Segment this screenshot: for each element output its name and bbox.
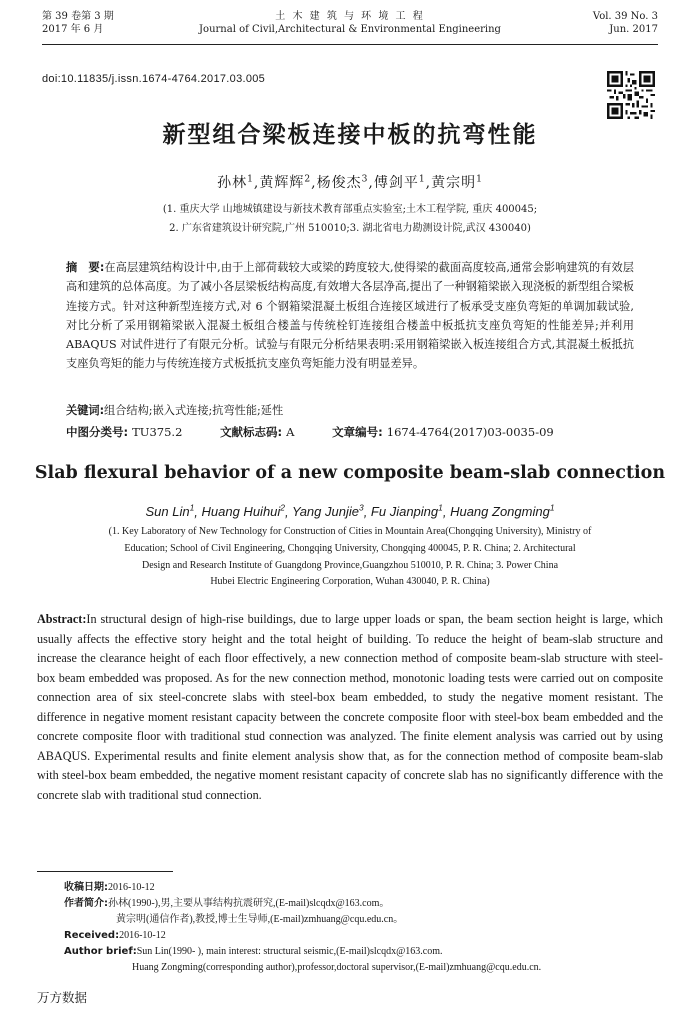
abstract-cn bbox=[66, 258, 634, 398]
author-cn: 傅剑平$^1$ bbox=[373, 174, 426, 191]
author-cn: 黄宗明$^1$ bbox=[431, 174, 483, 191]
abstract-en-label: Abstract: bbox=[37, 612, 87, 626]
doi[interactable]: doi:10.11835/j.issn.1674-4764.2017.03.005 bbox=[42, 73, 266, 85]
author-en: Huang Huihui$^2$ bbox=[201, 503, 285, 520]
footnote-received-en: Received:2016-10-12 bbox=[64, 930, 166, 941]
doc-code-value: A bbox=[286, 425, 295, 439]
volume-cn: 第 39 卷第 3 期 bbox=[42, 11, 114, 22]
date-en: Jun. 2017 bbox=[609, 24, 658, 35]
affiliation-cn-line: 2. 广东省建筑设计研究院,广州 510010;3. 湖北省电力勘测设计院,武汉 430040) bbox=[169, 223, 531, 234]
author-en: Yang Junjie$^3$ bbox=[292, 503, 364, 520]
article-no-label: 文章编号: bbox=[332, 425, 383, 439]
keywords-cn-text: 组合结构;嵌入式连接;抗弯性能;延性 bbox=[104, 404, 284, 417]
author-en: Huang Zongming$^1$ bbox=[450, 503, 555, 520]
footnote-brief: Author brief:Sun Lin(1990- ), main interest: structural seismic,(E-mail)slcqdx@163.com. bbox=[64, 946, 443, 957]
affiliation-en-line: Design and Research Institute of Guangdong Province,Guangzhou 510010, P. R. China; 3. Power China bbox=[141, 560, 559, 571]
abstract-cn-text: 在高层建筑结构设计中,由于上部荷载较大或梁的跨度较大,使得梁的截面高度较高,通常会影响建筑的有效层高和建筑的总体高度。为了减小各层梁板结构高度,有效增大各层净高,提出了一种钢箱梁嵌入现浇板的新型组合梁板连接方式。针对这种新型连接方式,对 6 个钢箱梁混凝土板组合连接区域进行了板承受支座负弯矩的单调加载试验,对比分析了采用钢箱梁嵌入混凝土板组合楼盖与传统栓钉连接组合楼盖中板抵抗支座负弯矩的性能差异;并利用 ABAQUS 对试件进行了有限元分析。试验与有限元分析结果表明:采用钢箱梁嵌入板连接组合方式,其混凝土板抵抗支座负弯矩的能力与传统连接方式板抵抗支座负弯矩能力没有明显差异。 bbox=[66, 261, 634, 371]
author-cn: 杨俊杰$^3$ bbox=[316, 174, 369, 191]
watermark-text: 万方数据 bbox=[37, 990, 88, 1005]
footnote-bio: 作者简介:孙林(1990-),男,主要从事结构抗震研究,(E-mail)slcqdx@163.com。 bbox=[64, 898, 390, 909]
journal-name-en: Journal of Civil,Architectural & Environmental Engineering bbox=[199, 24, 501, 35]
affiliation-en-line: Hubei Electric Engineering Corporation, Wuhan 430040, P. R. China) bbox=[210, 576, 490, 587]
footnote-received-cn: 收稿日期:2016-10-12 bbox=[64, 882, 155, 893]
author-cn: 黄辉辉$^2$ bbox=[259, 174, 312, 191]
article-no-value: 1674-4764(2017)03-0035-09 bbox=[386, 425, 554, 439]
abstract-cn-label: 摘 要: bbox=[66, 261, 105, 274]
abstract-en-text: In structural design of high-rise buildings, due to large upper loads or span, the beam section height is large, which usually affects the effective story height and the total height of building. To reduce the height of beam-slab structure and increase the clearance height of each floor effectively, a new connection method of composite beam-slab structure with steel-box beam embedded was proposed. As for the new connection method, monotonic loading tests were carried out on composite connection area of six steel-concrete slabs with steel-box beam embedded, to study the negative moment resistant. The difference in negative moment resistant capacity between the concrete composite floor with steel-box beam embedded and the concrete composite floor with traditional stud connection was analyzed. The finite element analysis was carried out by using ABAQUS. Experimental results and finite element analysis show that, as for the connection method of composite beam-slab with steel-box beam embedded, the negative moment resistant capacity of concrete slab has no significantly difference with the concrete slab with traditional stud connection. bbox=[37, 612, 663, 802]
affiliation-en-line: Education; School of Civil Engineering, Chongqing University, Chongqing 400045, P. R. China; 2. Architectural bbox=[124, 543, 576, 554]
doc-code-label: 文献标志码: bbox=[220, 425, 283, 439]
abstract-en bbox=[37, 610, 663, 805]
footnote-rule bbox=[37, 871, 173, 872]
author-list-cn: 孙林$^1$,黄辉辉$^2$,杨俊杰$^3$,傅剑平$^1$,黄宗明$^1$ bbox=[217, 174, 483, 191]
author-list-en: Sun Lin$^1$, Huang Huihui$^2$, Yang Junjie$^3$, Fu Jianping$^1$, Huang Zongming$^1$ bbox=[145, 503, 555, 520]
header-rule bbox=[42, 44, 658, 45]
author-en: Sun Lin$^1$ bbox=[145, 503, 195, 520]
footnote-brief-2: Huang Zongming(corresponding author),professor,doctoral supervisor,(E-mail)zmhuang@cqu.edu.cn. bbox=[132, 962, 542, 973]
header-center bbox=[42, 10, 658, 36]
author-cn: 孙林$^1$ bbox=[217, 174, 254, 191]
author-en: Fu Jianping$^1$ bbox=[370, 503, 443, 520]
header-right bbox=[593, 10, 658, 36]
affiliation-en-line: (1. Key Laboratory of New Technology for Construction of Cities in Mountain Area(Chongqing University), Ministry of bbox=[108, 526, 592, 537]
affiliation-cn-line: (1. 重庆大学 山地城镇建设与新技术教育部重点实验室;土木工程学院, 重庆 400045; bbox=[162, 204, 538, 215]
footnote-bio-2: 黄宗明(通信作者),教授,博士生导师,(E-mail)zmhuang@cqu.edu.cn。 bbox=[116, 914, 404, 925]
journal-name-cn: 土 木 建 筑 与 环 境 工 程 bbox=[275, 11, 425, 22]
clc-value: TU375.2 bbox=[132, 425, 183, 439]
clc-label: 中图分类号: bbox=[66, 425, 129, 439]
volume-en: Vol. 39 No. 3 bbox=[592, 11, 658, 22]
keywords-cn-label: 关键词: bbox=[66, 404, 105, 417]
paper-title-cn: 新型组合梁板连接中板的抗弯性能 bbox=[162, 121, 538, 148]
classification-line bbox=[66, 424, 562, 440]
qr-code-icon[interactable] bbox=[607, 71, 655, 119]
keywords-cn bbox=[66, 401, 634, 420]
paper-title-en: Slab flexural behavior of a new composite beam-slab connection bbox=[34, 463, 666, 483]
date-cn: 2017 年 6 月 bbox=[42, 24, 104, 35]
